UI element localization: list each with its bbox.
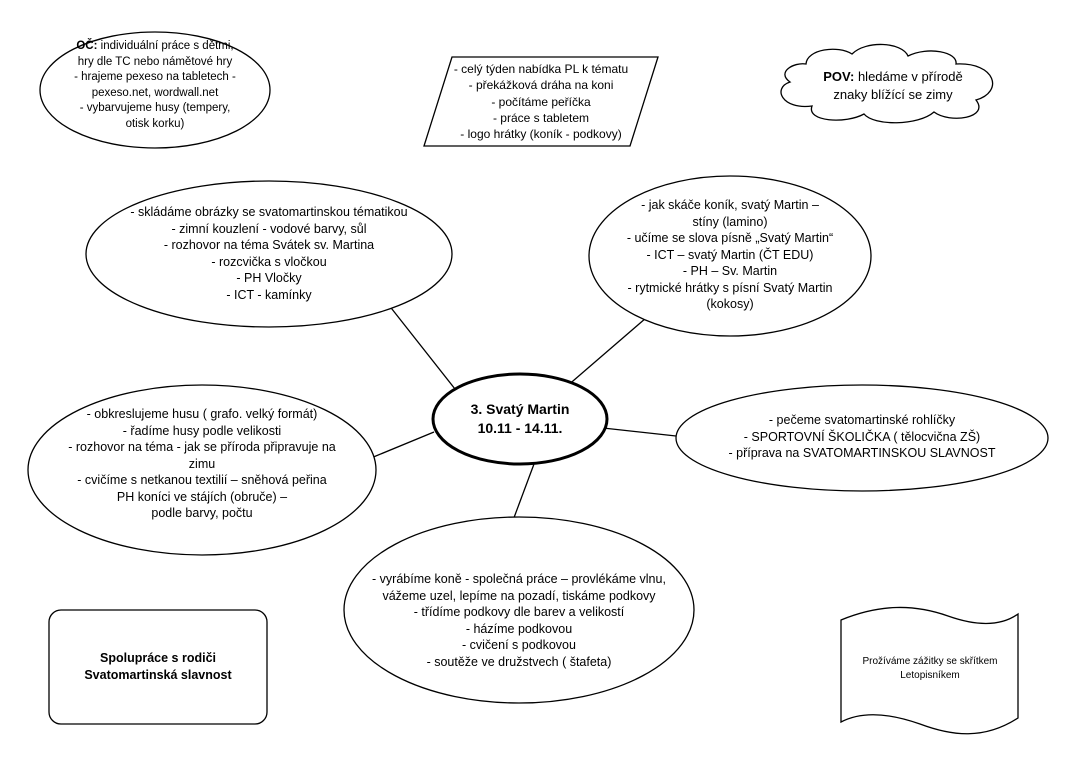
bottom-line: - vyrábíme koně - společná práce – provlékáme vlnu,	[372, 572, 666, 586]
document-text	[846, 655, 1014, 683]
bottom-line: - cvičení s podkovou	[462, 638, 576, 652]
right-line: - SPORTOVNÍ ŠKOLIČKA ( tělocvična ZŠ)	[743, 429, 981, 444]
spoluprace-line: Svatomartinská slavnost	[84, 668, 232, 682]
left-text	[42, 406, 362, 522]
weekly-line: - celý týden nabídka PL k tématu	[453, 62, 629, 76]
weekly-line: - logo hrátky (koník - podkovy)	[460, 127, 622, 142]
document-line: Letopisníkem	[900, 670, 960, 681]
center-title: 3. Svatý Martin	[470, 401, 570, 417]
top-right-line: (kokosy)	[706, 297, 754, 311]
top-right-line: - ICT – svatý Martin (ČT EDU)	[646, 247, 814, 262]
top-left-line: - PH Vločky	[236, 271, 302, 285]
left-line: - obkreslujeme husu ( grafo. velký formát)	[86, 407, 318, 421]
connector-top-right	[566, 318, 646, 387]
top-left-line: - zimní kouzlení - vodové barvy, sůl	[171, 221, 367, 236]
top-right-line: - rytmické hrátky s písní Svatý Martin	[627, 280, 833, 295]
left-line: - cvičíme s netkanou textilií – sněhová peřina	[77, 473, 327, 487]
center-topic	[450, 400, 590, 438]
oc-line: hry dle TC nebo námětové hry	[77, 55, 233, 68]
top-right-text	[610, 197, 850, 313]
right-line: - příprava na SVATOMARTINSKOU SLAVNOST	[728, 446, 996, 460]
connector-top-left	[388, 304, 455, 389]
spoluprace-text	[59, 650, 257, 684]
top-left-line: - rozcvička s vločkou	[211, 254, 327, 269]
left-line: zimu	[188, 456, 216, 471]
spoluprace-line: Spolupráce s rodiči	[99, 651, 216, 665]
center-dates: 10.11 - 14.11.	[477, 420, 563, 436]
oc-line: - hrajeme pexeso na tabletech -	[74, 71, 236, 83]
oc-line: - vybarvujeme husy (tempery,	[79, 102, 231, 114]
top-left-line: - skládáme obrázky se svatomartinskou tématikou	[130, 205, 408, 219]
pov-label: POV:	[823, 69, 855, 84]
connector-bottom	[512, 464, 534, 523]
top-right-line: - jak skáče koník, svatý Martin –	[641, 198, 819, 212]
oc-line-1: OČ: individuální práce s dětmi,	[76, 40, 234, 52]
top-left-text	[99, 204, 439, 303]
top-right-line: stíny (lamino)	[692, 214, 768, 229]
right-line: - pečeme svatomartinské rohlíčky	[768, 413, 956, 427]
oc-label: OČ:	[76, 40, 98, 52]
bottom-line: - házíme podkovou	[465, 621, 573, 636]
top-right-line: - PH – Sv. Martin	[682, 264, 778, 278]
bottom-line: vážeme uzel, lepíme na pozadí, tiskáme podkovy	[382, 588, 656, 603]
document-line: Prožíváme zážitky se skřítkem	[862, 656, 998, 667]
left-line: - řadíme husy podle velikosti	[122, 423, 282, 438]
left-line: - rozhovor na téma - jak se příroda připravuje na	[68, 440, 336, 454]
bottom-text	[359, 571, 679, 670]
top-right-line: - učíme se slova písně „Svatý Martin“	[626, 231, 834, 245]
oc-line: otisk korku)	[125, 117, 185, 130]
bottom-line: - soutěže ve družstvech ( štafeta)	[426, 654, 612, 669]
pov-line-1: POV: hledáme v přírodě	[823, 69, 963, 84]
top-left-line: - ICT - kamínky	[226, 287, 312, 302]
weekly-line: - práce s tabletem	[492, 110, 590, 125]
connector-left	[371, 432, 434, 458]
bottom-line: - třídíme podkovy dle barev a velikostí	[413, 605, 625, 619]
weekly-line: - překážková dráha na koni	[468, 78, 614, 93]
oc-text	[55, 39, 255, 132]
right-text	[692, 412, 1032, 462]
pov-text	[793, 68, 993, 104]
oc-line: pexeso.net, wordwall.net	[91, 86, 219, 99]
weekly-text	[441, 61, 641, 142]
pov-line: znaky blížící se zimy	[833, 87, 953, 102]
weekly-line: - počítáme peříčka	[491, 94, 591, 109]
top-left-line: - rozhovor na téma Svátek sv. Martina	[163, 238, 375, 252]
left-line: PH koníci ve stájích (obruče) –	[116, 489, 288, 504]
left-line: podle barvy, počtu	[151, 506, 253, 520]
